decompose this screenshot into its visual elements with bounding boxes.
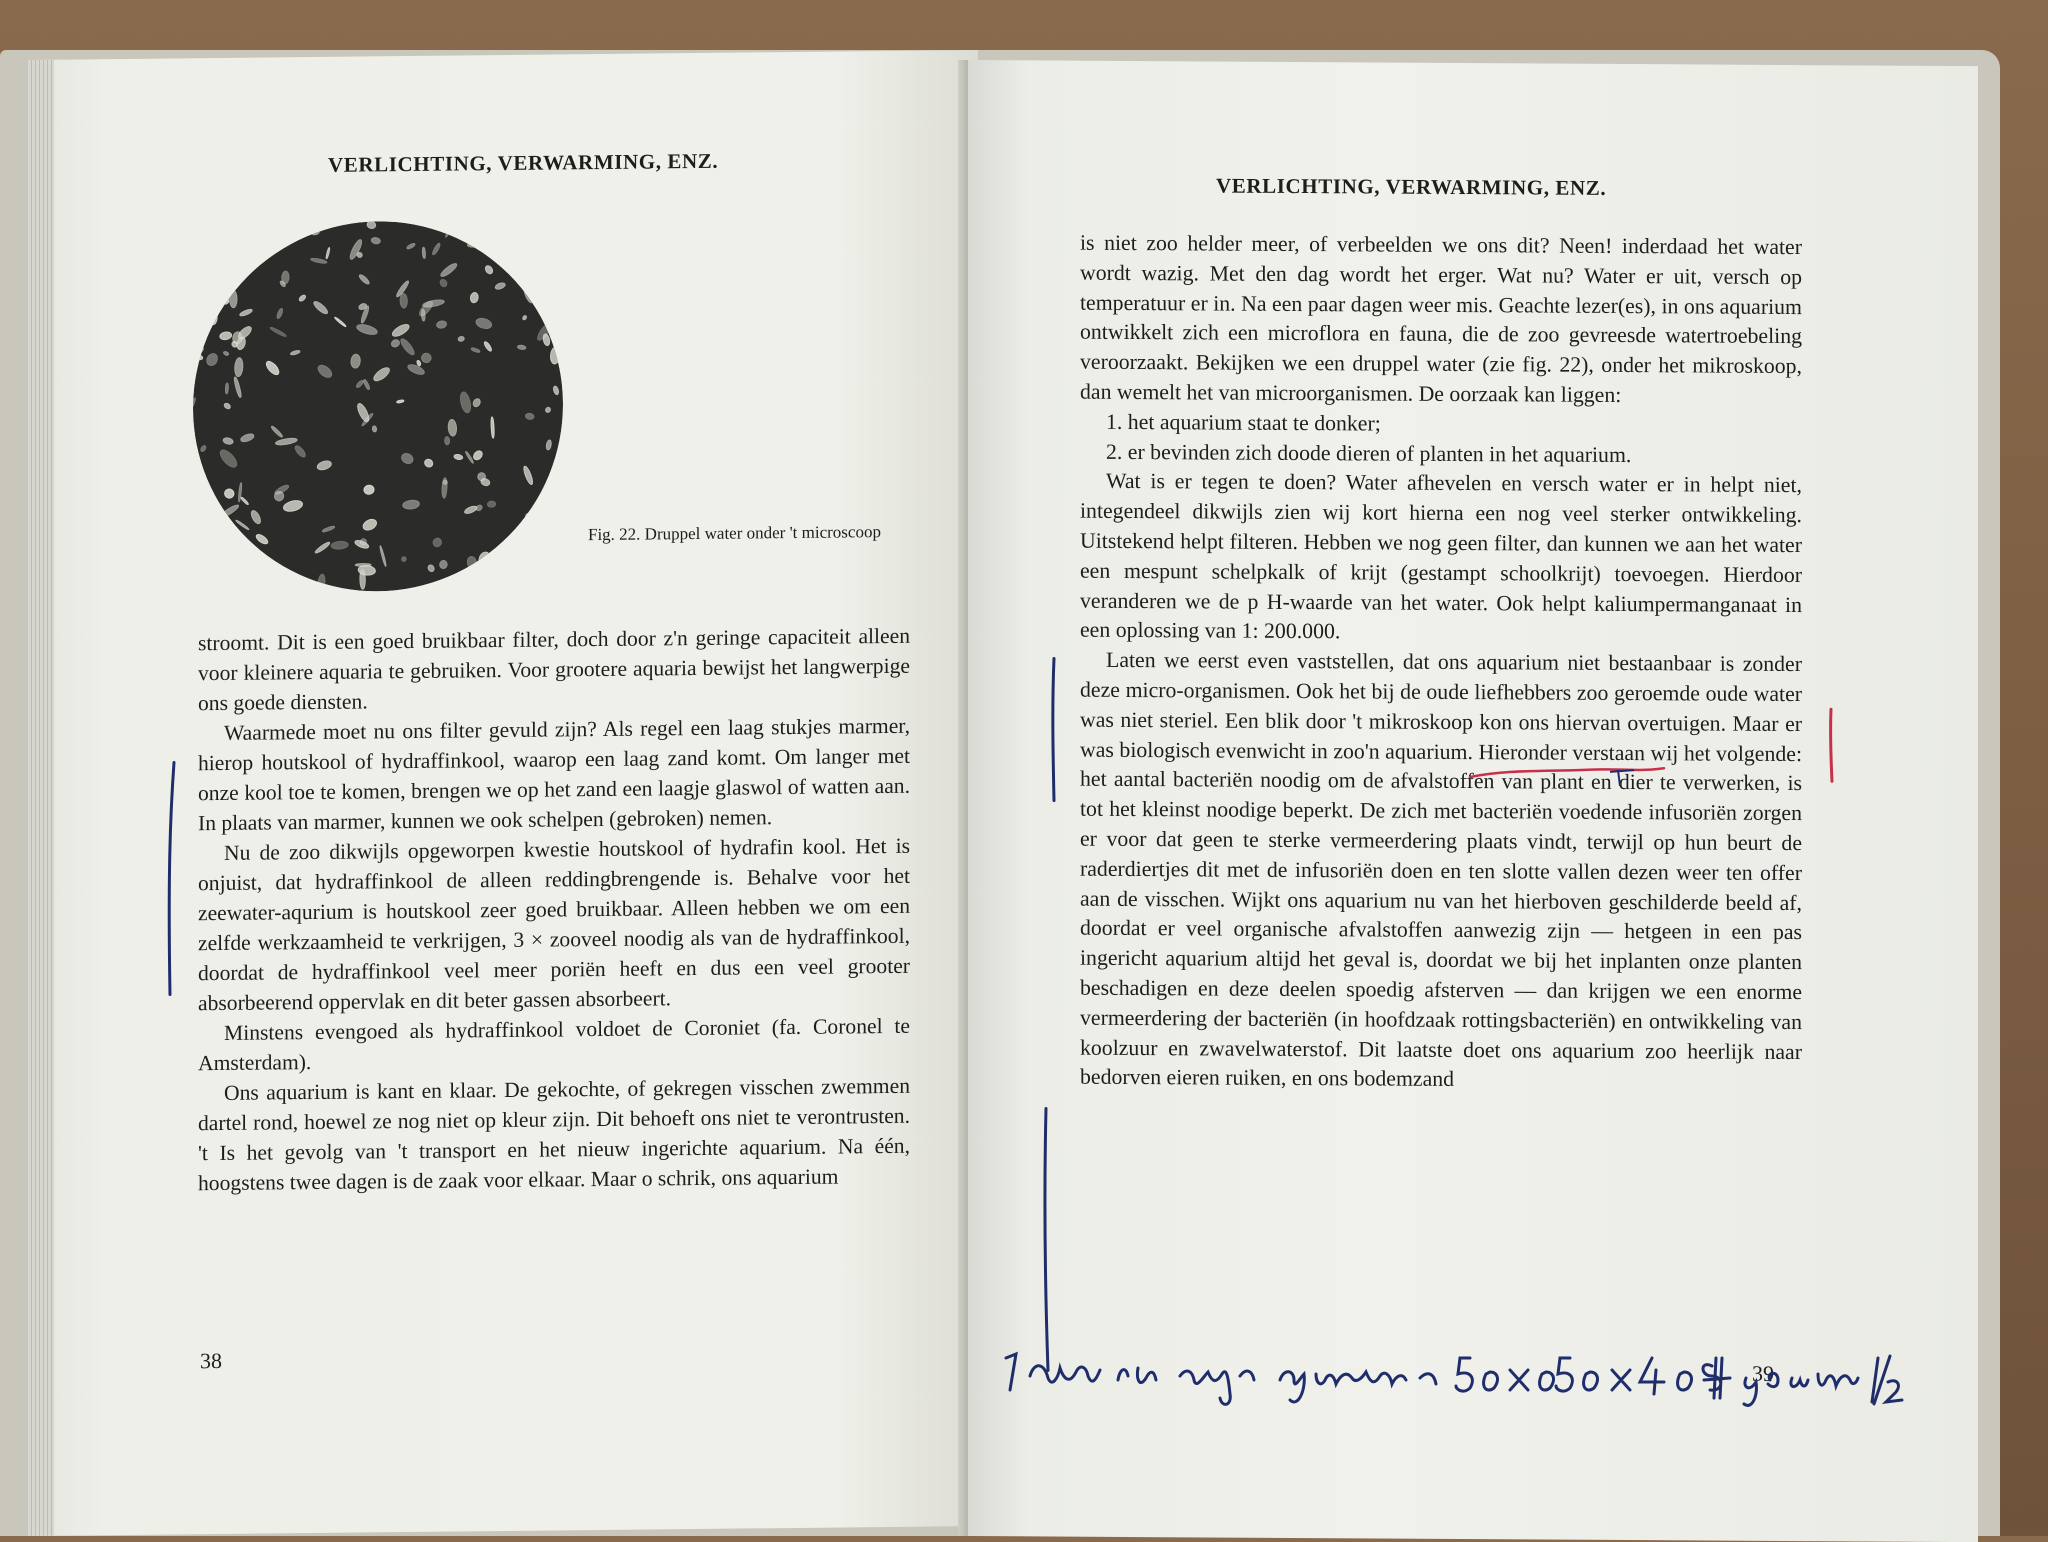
paragraph: Minstens evengoed als hydraffinkool voldoet de Coroniet (fa. Coronel te Amsterdam). <box>198 1013 910 1076</box>
paragraph: Laten we eerst even vaststellen, dat ons aquarium niet bestaanbaar is zonder deze micro-organismen. Ook het bij de oude liefhebbers zoo geroemde oude water was niet steriel. Een blik door 't mikroskoop kon ons hiervan overtuigen. Maar er was biologisch evenwicht in zoo'n aquarium. Hieronder verstaan wij het volgende: het aantal bacteriën noodig om de afvalstoffen van plant en dier te verwerken, is tot het kleinst noodige beperkt. De zich met bacteriën voedende infusoriën zorgen er voor dat geen te sterke vermeerdering plaats vindt, terwijl op hun beurt de raderdiertjes dit met de infusoriën doen en ten slotte vallen dezen weer ten offer aan de visschen. Wijkt ons aquarium nu van het hierboven geschilderde beeld af, doordat er veel organische afvalstoffen aanwezig zijn — hetgeen in een pas ingericht aquarium altijd het geval is, doordat we bij het inplanten onze planten beschadigen en deze deelen spoedig afsterven — dan krijgen we een enorme vermeerdering der bacteriën (in hoofdzaak rottingsbacteriën) en ontwikkeling van koolzuur en zwavelwaterstof. Dit laatste doet ons aquarium zoo heerlijk naar bedorven eieren ruiken, en ons bodemzand <box>1080 647 1802 1092</box>
right-body-text <box>1080 229 1802 1098</box>
list-item: 1. het aquarium staat te donker; <box>1106 409 1381 436</box>
microscope-figure <box>193 219 563 593</box>
paragraph: Ons aquarium is kant en klaar. De gekochte, of gekregen visschen zwemmen dartel rond, hoewel ze nog niet op kleur zijn. Dit behoeft ons niet te verontrusten. 't Is het gevolg van 't transport en het nieuw ingerichte aquarium. Na één, hoogstens twee dagen is de zaak voor elkaar. Maar o schrik, ons aquarium <box>198 1073 910 1196</box>
red-margin-mark <box>1823 705 1839 785</box>
right-running-head: VERLICHTING, VERWARMING, ENZ. <box>1216 173 1607 200</box>
paragraph: Waarmede moet nu ons filter gevuld zijn? Als regel een laag stukjes marmer, hierop houtskool of hydraffinkool, waarop een laag zand komt. Om langer met onze kool toe te komen, brengen we op het zand een laagje glaswol of watten aan. In plaats van marmer, kunnen we ook schelpen (gebroken) nemen. <box>198 713 910 836</box>
paragraph: is niet zoo helder meer, of verbeelden we ons dit? Neen! inderdaad het water wordt wazig. Met den dag wordt het erger. Wat nu? Water er uit, versch op temperatuur er in. Na een paar dagen weer mis. Geachte lezer(es), in ons aquarium ontwikkelt zich een microflora en fauna, die de zoo gevreesde watertroebeling veroorzaakt. Bekijken we een druppel water (zie fig. 22), onder het mikroskoop, dan wemelt het van microorganismen. De oorzaak kan liggen: <box>1080 230 1802 407</box>
paragraph: Nu de zoo dikwijls opgeworpen kwestie houtskool of hydrafin kool. Het is onjuist, dat hydraffinkool de alleen reddingbrengende is. Behalve voor het zeewater-aqurium is houtskool zeer goed bruikbaar. Alleen hebben we om een zelfde werkzaamheid te verkrijgen, 3 × zooveel noodig als van de hydraffinkool, doordat de hydraffinkool veel meer poriën heeft en dus een veel grooter absorbeerend oppervlak en dit beter gassen absorbeert. <box>198 833 910 1016</box>
handwritten-note <box>1000 1318 1960 1418</box>
page-edge-stack <box>28 60 54 1536</box>
left-running-head: VERLICHTING, VERWARMING, ENZ. <box>328 148 719 177</box>
left-page <box>28 50 978 1536</box>
list-item: 2. er bevinden zich doode dieren of planten in het aquarium. <box>1106 439 1632 467</box>
page-number-left: 38 <box>200 1347 222 1374</box>
figure-caption: Fig. 22. Druppel water onder 't microscoop <box>588 522 881 545</box>
red-underline-mark <box>1468 757 1678 798</box>
left-body-text <box>198 621 910 1198</box>
margin-line-mark <box>160 758 184 998</box>
paragraph: stroomt. Dit is een goed bruikbaar filter, doch door z'n geringe capaciteit alleen voor kleinere aquaria te gebruiken. Voor grootere aquaria bewijst het langwerpige ons goede diensten. <box>198 623 910 716</box>
paragraph: Wat is er tegen te doen? Water afhevelen en versch water er in helpt niet, integendeel dikwijls zien wij kort hierna een nog veel sterker ontwikkeling. Uitstekend helpt filteren. Hebben we nog geen filter, dan kunnen we aan het water een mespunt schelpkalk of krijt (gestampt schoolkrijt) toevoegen. Hierdoor veranderen we de p H-waarde van het water. Ook helpt kaliumpermanganaat in een oplossing van 1: 200.000. <box>1080 469 1802 644</box>
page-number-right: 39 <box>1752 1360 1774 1386</box>
margin-line-mark <box>1044 654 1064 804</box>
